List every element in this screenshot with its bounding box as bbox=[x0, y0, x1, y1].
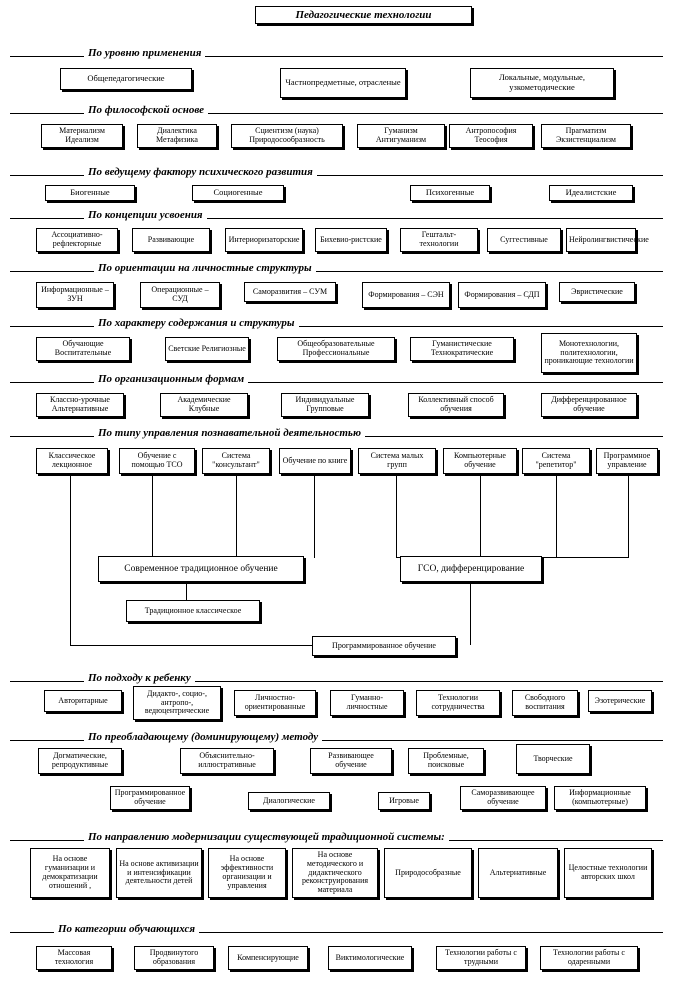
node-12-1 bbox=[36, 946, 112, 970]
node-5-6 bbox=[559, 282, 635, 302]
node-label: Диалектика Метафизика bbox=[156, 126, 198, 144]
node-4-4 bbox=[315, 228, 387, 252]
node-4-3 bbox=[225, 228, 303, 252]
node-label: Объяснительно-иллюстративные bbox=[198, 751, 256, 769]
node-label: Проблемные, поисковые bbox=[423, 751, 469, 769]
node-label: Саморазвития – СУМ bbox=[252, 286, 328, 296]
node-label: Программированное обучение bbox=[114, 788, 186, 806]
node-4-2 bbox=[132, 228, 210, 252]
node-label: Интериоризаторские bbox=[228, 234, 300, 244]
node-label: Личностно-ориентированные bbox=[244, 693, 306, 711]
node-11-3 bbox=[208, 848, 286, 898]
node-label: Материализм Идеализм bbox=[59, 126, 105, 144]
section-label-11: По направлению модернизации существующей традиционной системы: bbox=[84, 831, 449, 843]
node-11-1 bbox=[30, 848, 110, 898]
node-label: Обучающие Воспитательные bbox=[54, 339, 112, 357]
node-8-1 bbox=[36, 448, 108, 474]
node-label: Компьютерные обучение bbox=[454, 451, 506, 469]
node-8-3 bbox=[202, 448, 270, 474]
node-derived-1 bbox=[98, 556, 304, 582]
node-label: Прагматизм Экзистенциализм bbox=[556, 126, 616, 144]
node-label: Нейролингвистические bbox=[569, 234, 649, 244]
node-label: Массовая технология bbox=[54, 948, 94, 966]
node-2-3 bbox=[231, 124, 343, 148]
connector-v bbox=[70, 474, 71, 646]
node-4-7 bbox=[566, 228, 649, 252]
node-4-6 bbox=[487, 228, 561, 252]
node-label: Альтернативные bbox=[489, 867, 547, 877]
connector-v bbox=[396, 474, 397, 558]
node-10-1 bbox=[38, 748, 122, 774]
node-11-7 bbox=[564, 848, 652, 898]
node-label: Бихевио-ристские bbox=[320, 234, 382, 244]
node-label: Целостные технологии авторских школ bbox=[568, 863, 648, 881]
node-12-6 bbox=[540, 946, 638, 970]
node-5-3 bbox=[244, 282, 336, 302]
node-label: Классическое лекционное bbox=[48, 451, 96, 469]
node-9-5 bbox=[416, 690, 500, 716]
node-derived-2 bbox=[400, 556, 542, 582]
node-label: Продвинутого образования bbox=[149, 948, 199, 966]
node-label: Компенсирующие bbox=[237, 952, 299, 962]
node-label: Система малых групп bbox=[370, 451, 424, 469]
node-3-2 bbox=[192, 185, 284, 201]
node-10-2 bbox=[180, 748, 274, 774]
node-label: Социогенные bbox=[213, 187, 263, 198]
node-7-3 bbox=[281, 393, 369, 417]
node-12-2 bbox=[134, 946, 214, 970]
node-4-5 bbox=[400, 228, 478, 252]
node-label: Развивающие bbox=[147, 234, 195, 244]
node-label: Свободного воспитания bbox=[524, 693, 566, 711]
node-11-5 bbox=[384, 848, 472, 898]
node-label: Игровые bbox=[389, 795, 419, 805]
section-label-4: По концепции усвоения bbox=[84, 209, 207, 221]
node-label: Обучение с помощью ТСО bbox=[131, 451, 183, 469]
node-10-10 bbox=[554, 786, 646, 810]
node-label: Гештальт-технологии bbox=[419, 230, 459, 248]
node-5-1 bbox=[36, 282, 114, 308]
node-5-5 bbox=[458, 282, 546, 308]
node-label: Саморазвивающее обучение bbox=[471, 788, 535, 806]
node-label: Обучение по книге bbox=[282, 455, 348, 465]
node-label: Технологии работы с трудными bbox=[445, 948, 517, 966]
node-label: Индивидуальные Групповые bbox=[295, 395, 355, 413]
node-label: Традиционное классическое bbox=[144, 605, 242, 615]
node-label: На основе эффективности организации и управления bbox=[220, 854, 274, 890]
node-12-3 bbox=[228, 946, 308, 970]
node-label: Виктимологические bbox=[335, 952, 405, 962]
node-8-8 bbox=[596, 448, 658, 474]
node-8-4 bbox=[279, 448, 351, 474]
node-label: Психогенные bbox=[425, 187, 475, 198]
node-label: Формирования – СДП bbox=[464, 289, 540, 299]
node-label: Идеалистские bbox=[565, 187, 617, 198]
node-label: На основе активизации и интенсификации деятельности детей bbox=[119, 858, 199, 886]
section-label-10: По преобладающему (доминирующему) методу bbox=[84, 731, 322, 743]
node-label: Технологии сотрудничества bbox=[431, 693, 485, 711]
node-10-7 bbox=[248, 792, 330, 810]
node-derived-3 bbox=[126, 600, 260, 622]
connector-v bbox=[628, 474, 629, 558]
node-2-2 bbox=[137, 124, 217, 148]
section-label-7: По организационным формам bbox=[94, 373, 248, 385]
node-label: Академические Клубные bbox=[177, 395, 231, 413]
node-label: Монотехнологии, политехнологии, проникающие технологии bbox=[544, 338, 634, 366]
node-label: Гуманно-личностные bbox=[346, 693, 388, 711]
node-2-4 bbox=[357, 124, 445, 148]
node-label: Дидакто-, социо-, антропо-, ведюцентрические bbox=[144, 688, 210, 716]
node-label: Гуманистические Технократические bbox=[430, 339, 494, 357]
node-2-1 bbox=[41, 124, 123, 148]
node-label: Антропософия Теософия bbox=[465, 126, 517, 144]
node-9-7 bbox=[588, 690, 652, 712]
node-3-4 bbox=[549, 185, 633, 201]
node-8-2 bbox=[119, 448, 195, 474]
node-10-4 bbox=[408, 748, 484, 774]
node-label: Программированное обучение bbox=[332, 640, 436, 650]
node-label: Догматические, репродуктивные bbox=[51, 751, 109, 769]
node-11-6 bbox=[478, 848, 558, 898]
node-label: Гуманизм Антигуманизм bbox=[375, 126, 427, 144]
node-label: Общепедагогические bbox=[87, 73, 165, 84]
section-label-8: По типу управления познавательной деятельностью bbox=[94, 427, 365, 439]
node-label: Развивающее обучение bbox=[328, 751, 374, 769]
connector-v bbox=[314, 474, 315, 558]
node-3-1 bbox=[45, 185, 135, 201]
node-3-3 bbox=[410, 185, 490, 201]
node-label: Общеобразовательные Профессиональные bbox=[297, 339, 375, 357]
node-label: Биогенные bbox=[70, 187, 110, 198]
section-label-2: По философской основе bbox=[84, 104, 208, 116]
node-9-3 bbox=[234, 690, 316, 716]
node-label: ГСО, дифференцирование bbox=[417, 563, 525, 574]
node-label: Классно-урочные Альтернативные bbox=[50, 395, 110, 413]
node-label: Формирования – СЭН bbox=[368, 289, 444, 299]
node-label: Система "репетитор" bbox=[535, 451, 577, 469]
node-12-4 bbox=[328, 946, 412, 970]
node-10-8 bbox=[378, 792, 430, 810]
node-1-2 bbox=[280, 68, 406, 98]
connector-v bbox=[236, 474, 237, 558]
node-label: Система "консультант" bbox=[212, 451, 260, 469]
node-5-4 bbox=[362, 282, 450, 308]
section-label-5: По ориентации на личностные структуры bbox=[94, 262, 316, 274]
node-1-3 bbox=[470, 68, 614, 98]
root-title: Педагогические технологии bbox=[255, 6, 472, 24]
node-5-2 bbox=[140, 282, 220, 308]
node-9-4 bbox=[330, 690, 404, 716]
node-10-6 bbox=[110, 786, 190, 810]
node-6-3 bbox=[277, 337, 395, 361]
node-label: Программное управление bbox=[603, 451, 651, 469]
node-label: Авторитарные bbox=[58, 695, 108, 705]
node-9-2 bbox=[133, 686, 221, 720]
node-label: Локальные, модульные, узкометодические bbox=[499, 72, 585, 92]
node-label: На основе гуманизации и демократизации отношений , bbox=[42, 854, 98, 890]
node-10-9 bbox=[460, 786, 546, 810]
node-11-2 bbox=[116, 848, 202, 898]
node-label: Светские Религиозные bbox=[168, 343, 246, 353]
node-12-5 bbox=[436, 946, 526, 970]
node-label: Дифференцированное обучение bbox=[551, 395, 627, 413]
node-7-1 bbox=[36, 393, 124, 417]
node-label: Операционные – СУД bbox=[151, 285, 209, 303]
node-10-3 bbox=[310, 748, 392, 774]
node-7-5 bbox=[541, 393, 637, 417]
node-2-5 bbox=[449, 124, 533, 148]
connector-v bbox=[556, 474, 557, 558]
node-derived-4 bbox=[312, 636, 456, 656]
node-label: На основе методического и дидактического реконструирования материала bbox=[301, 849, 369, 895]
node-label: Эзотерические bbox=[594, 695, 646, 705]
node-10-5 bbox=[516, 744, 590, 774]
node-label: Современное традиционное обучение bbox=[124, 563, 278, 574]
connector-v bbox=[152, 474, 153, 558]
connector-v bbox=[480, 474, 481, 558]
node-8-6 bbox=[443, 448, 517, 474]
node-label: Информационные – ЗУН bbox=[41, 285, 109, 303]
node-8-7 bbox=[522, 448, 590, 474]
node-6-4 bbox=[410, 337, 514, 361]
connector-v bbox=[470, 581, 471, 645]
section-label-3: По ведущему фактору психического развития bbox=[84, 166, 317, 178]
node-4-1 bbox=[36, 228, 118, 252]
node-7-2 bbox=[160, 393, 248, 417]
node-label: Ассоциативно-рефлекторные bbox=[51, 230, 103, 248]
node-label: Диалогические bbox=[263, 795, 315, 805]
node-6-2 bbox=[165, 337, 249, 361]
node-label: Природособразные bbox=[395, 867, 461, 877]
node-9-1 bbox=[44, 690, 122, 712]
section-label-9: По подходу к ребенку bbox=[84, 672, 195, 684]
node-11-4 bbox=[292, 848, 378, 898]
node-6-1 bbox=[36, 337, 130, 361]
node-label: Технологии работы с одаренными bbox=[553, 948, 625, 966]
node-1-1 bbox=[60, 68, 192, 90]
node-label: Творческие bbox=[533, 753, 573, 763]
node-2-6 bbox=[541, 124, 631, 148]
section-label-1: По уровню применения bbox=[84, 47, 205, 59]
node-label: Сциентизм (наука) Природосообразность bbox=[249, 126, 325, 144]
node-6-5 bbox=[541, 333, 637, 373]
node-label: Эвристические bbox=[571, 286, 623, 296]
node-8-5 bbox=[358, 448, 436, 474]
node-7-4 bbox=[408, 393, 504, 417]
node-label: Частнопредметные, отрасленые bbox=[285, 77, 401, 88]
node-label: Информационные (компьютерные) bbox=[569, 788, 631, 806]
section-label-6: По характеру содержания и структуры bbox=[94, 317, 299, 329]
node-9-6 bbox=[512, 690, 578, 716]
node-label: Коллективный способ обучения bbox=[418, 395, 494, 413]
node-label: Суггестивные bbox=[500, 234, 548, 244]
section-label-12: По категории обучающихся bbox=[54, 923, 199, 935]
